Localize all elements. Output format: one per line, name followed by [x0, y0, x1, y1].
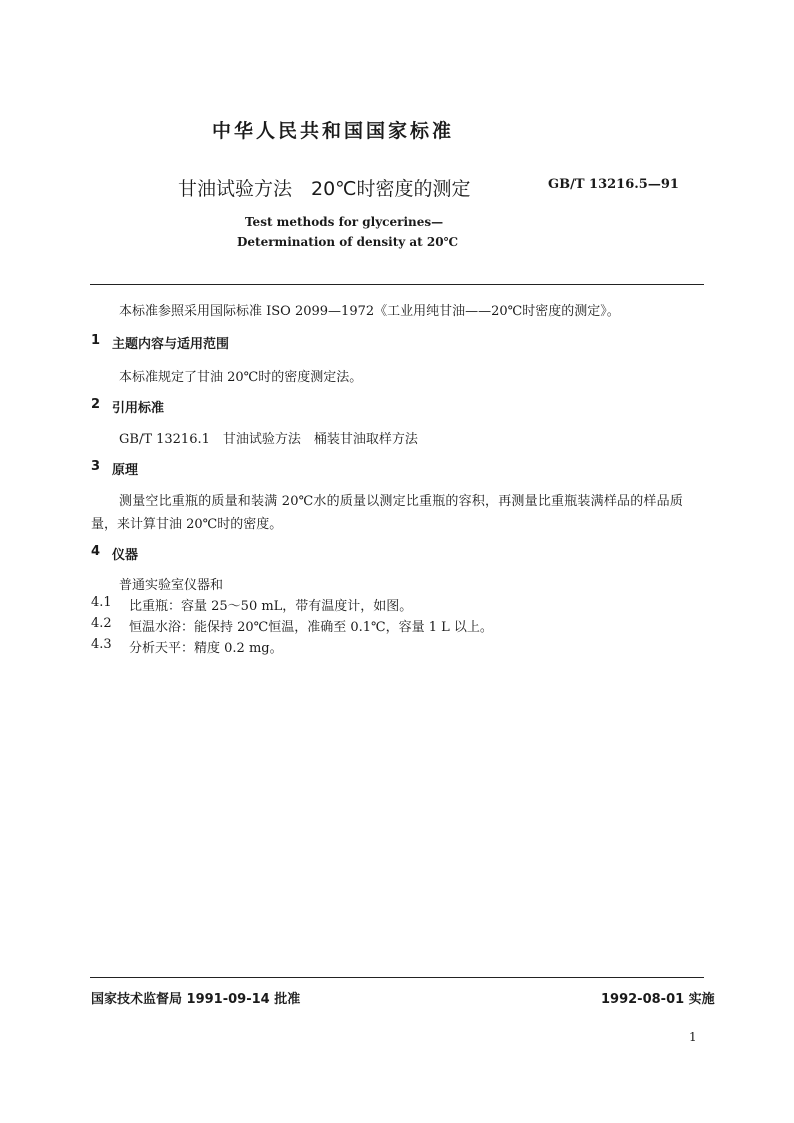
item-4-1-text: 比重瓶：容量 25～50 mL，带有温度计，如图。 [129, 599, 413, 614]
page-number: 1 [689, 1030, 697, 1044]
item-4-3-text: 分析天平：精度 0.2 mg。 [129, 641, 283, 656]
section-1-title: 主题内容与适用范围 [112, 337, 230, 352]
section-2-title: 引用标准 [112, 401, 165, 416]
section-4-number: 4 [91, 544, 101, 559]
section-4-title: 仪器 [112, 548, 139, 563]
item-4-2-text: 恒温水浴：能保持 20℃恒温，准确至 0.1℃，容量 1 L 以上。 [129, 620, 493, 635]
document-title-en-line1: Test methods for glycerines— [245, 215, 444, 229]
item-4-3-number: 4.3 [91, 637, 112, 652]
implementation-date: 1992-08-01 实施 [601, 992, 715, 1007]
section-3-title: 原理 [112, 463, 139, 478]
section-2-text: GB/T 13216.1 甘油试验方法 桶装甘油取样方法 [119, 432, 418, 447]
section-1-number: 1 [91, 333, 101, 348]
footer-divider [90, 977, 704, 978]
national-standard-heading: 中华人民共和国国家标准 [212, 120, 455, 142]
header-divider [90, 284, 704, 285]
item-4-2-number: 4.2 [91, 616, 112, 631]
section-3-text-line1: 测量空比重瓶的质量和装满 20℃水的质量以测定比重瓶的容积，再测量比重瓶装满样品的样品质 [119, 494, 684, 509]
document-title-en-line2: Determination of density at 20℃ [237, 235, 458, 249]
intro-paragraph: 本标准参照采用国际标准 ISO 2099—1972《工业用纯甘油——20℃时密度的测定》。 [119, 304, 620, 319]
standard-number: GB/T 13216.5—91 [548, 177, 679, 192]
approval-line: 国家技术监督局 1991-09-14 批准 [91, 992, 301, 1007]
item-4-1-number: 4.1 [91, 595, 112, 610]
section-3-number: 3 [91, 459, 101, 474]
section-2-number: 2 [91, 397, 101, 412]
section-1-text: 本标准规定了甘油 20℃时的密度测定法。 [119, 370, 363, 385]
section-3-text-line2: 量，来计算甘油 20℃时的密度。 [91, 517, 283, 532]
document-title-cn: 甘油试验方法 20℃时密度的测定 [178, 178, 471, 200]
section-4-lead: 普通实验室仪器和 [119, 578, 224, 593]
